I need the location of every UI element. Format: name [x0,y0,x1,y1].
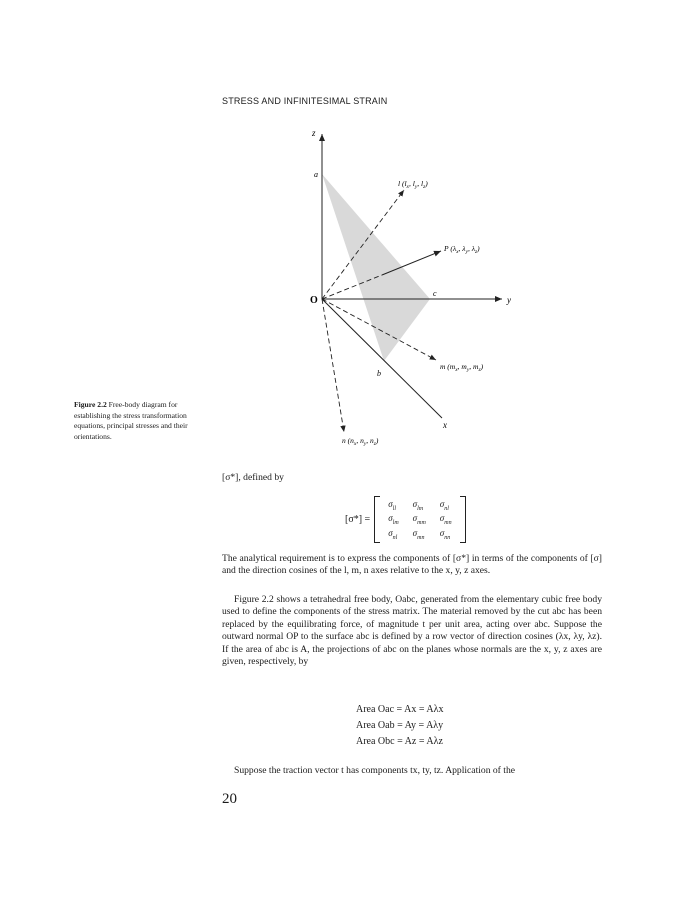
matrix-cell: $\sigma_{ll}$ [388,498,396,512]
svg-text:l (lx, ly, lz): l ($l_x$, $l_y$, $l_z$) [398,179,428,190]
free-body-diagram [230,120,530,460]
running-head: STRESS AND INFINITESIMAL STRAIN [222,96,388,106]
matrix-cell: $\sigma_{mn}$ [439,513,452,527]
label-P: P (λ [444,244,457,253]
label-y: y [507,295,511,305]
paragraph-1: The analytical requirement is to express the components of [σ*] in terms of the components of [σ] and the direction cosines of the l, m, n axes relative to the x, y, z axes. [222,553,602,577]
matrix-cell: $\sigma_{mn}$ [412,528,425,541]
label-b: b [377,369,381,378]
matrix-lhs: [σ*] = [345,514,371,526]
equation-2: Area Oab = Ay = Aλy [356,720,444,731]
label-z: z [312,128,316,138]
page-number: 20 [222,791,237,807]
stress-matrix [344,496,466,543]
matrix-cell: $\sigma_{nl}$ [439,498,449,512]
figure-caption [74,400,214,442]
caption-text: Free-body diagram for establishing the stress transformation equations, principal stresses and their orientations. [74,400,188,441]
area-equations [356,702,444,750]
plane-abc [322,174,430,361]
svg-text:n (nx, ny, nz): n ($n_x$, $n_y$, $n_z$) [342,436,379,447]
n-axis [322,299,344,432]
intro-line: [σ*], defined by [222,472,284,483]
label-n: n (n [342,436,354,445]
matrix-cell: $\sigma_{nn}$ [439,528,451,541]
label-x: x [443,420,447,430]
equation-3: Area Obc = Az = Aλz [356,736,443,747]
svg-text:P (λx, λy, λz): P ($\lambda_x$, $\lambda_y$, $\lambda_z$) [444,244,480,255]
svg-text:m (mx, my, mz): m ($m_x$, $m_y$, $m_z$) [440,362,484,373]
matrix-cell: $\sigma_{nl}$ [388,528,398,541]
label-l: l (l [398,179,407,188]
matrix-cell: $\sigma_{lm}$ [412,498,424,512]
equation-1: Area Oac = Ax = Aλx [356,704,444,715]
matrix-body [381,498,458,542]
matrix-cell: $\sigma_{lm}$ [388,513,399,527]
caption-label: Figure 2.2 [74,400,107,409]
label-a: a [314,170,318,179]
label-c: c [433,289,437,298]
paragraph-3: Suppose the traction vector t has components tx, ty, tz. Application of the [234,765,516,776]
label-m: m (m [440,362,456,371]
paragraph-2: Figure 2.2 shows a tetrahedral free body, Oabc, generated from the elementary cubic free body used to define the components of the stress matrix. The material removed by the cut abc has been replaced by the equilibrating force, of magnitude t per unit area, acting over abc. Suppose the outward normal OP to the surface abc is defined by a row vector of direction cosines (λx, λy, λz). If the area of abc is A, the projections of abc on the planes whose normals are the x, y, z axes are given, respectively, by [222,594,602,668]
label-O: O [310,295,318,306]
matrix-cell: $\sigma_{mm}$ [412,513,426,527]
